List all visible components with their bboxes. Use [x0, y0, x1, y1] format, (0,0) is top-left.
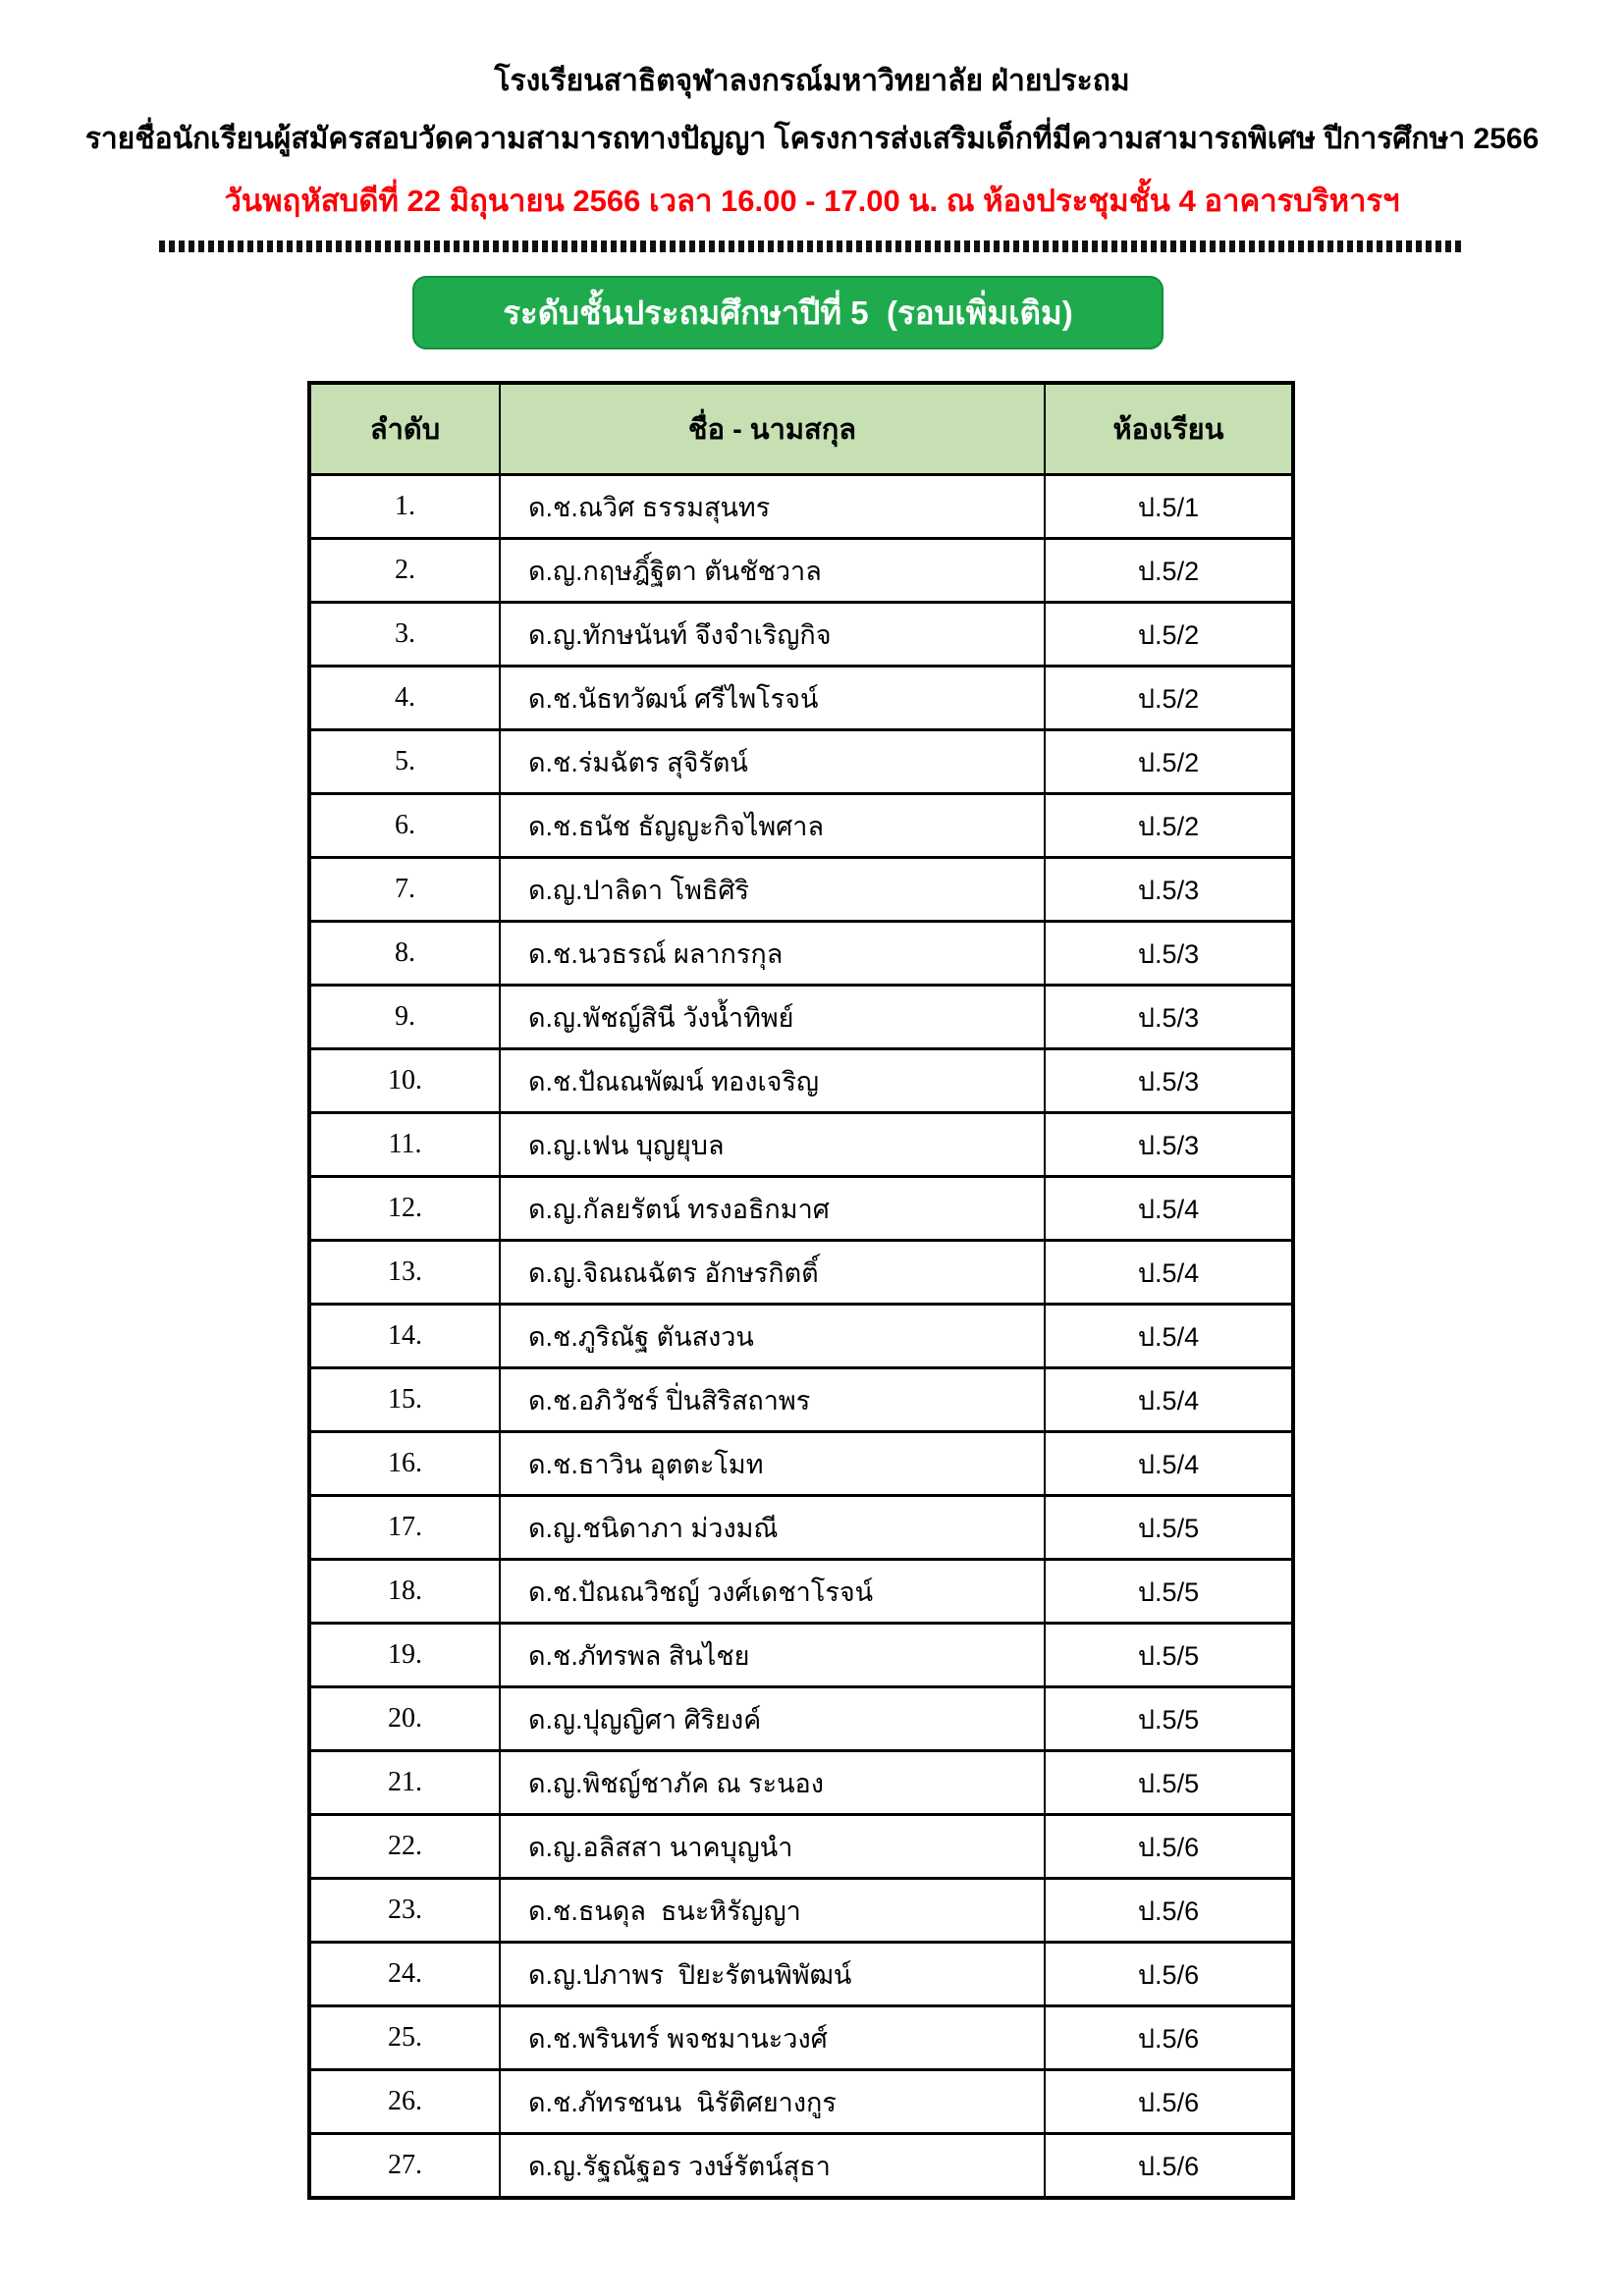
table-row — [309, 922, 1293, 986]
classroom-value: ป.5/5 — [1045, 1560, 1293, 1624]
row-order-number: 2. — [309, 539, 500, 603]
table-row — [309, 1560, 1293, 1624]
student-name: ด.ญ.ปุญญิศา ศิริยงค์ — [500, 1687, 1045, 1751]
grade-level-banner — [412, 276, 1164, 349]
table-row — [309, 1496, 1293, 1560]
classroom-value: ป.5/5 — [1045, 1751, 1293, 1815]
table-row — [309, 858, 1293, 922]
table-row — [309, 1305, 1293, 1368]
row-order-number: 24. — [309, 1943, 500, 2006]
table-row — [309, 2006, 1293, 2070]
dotted-divider — [159, 240, 1465, 252]
table-row — [309, 1943, 1293, 2006]
classroom-value: ป.5/5 — [1045, 1496, 1293, 1560]
table-header-row — [309, 383, 1293, 475]
row-order-number: 15. — [309, 1368, 500, 1432]
school-title: โรงเรียนสาธิตจุฬาลงกรณ์มหาวิทยาลัย ฝ่ายประถม — [494, 65, 1130, 97]
table-row — [309, 1432, 1293, 1496]
row-order-number: 21. — [309, 1751, 500, 1815]
student-name: ด.ช.พรินทร์ พจชมานะวงศ์ — [500, 2006, 1045, 2070]
student-name: ด.ช.นัธทวัฒน์ ศรีไพโรจน์ — [500, 667, 1045, 730]
row-order-number: 25. — [309, 2006, 500, 2070]
table-row — [309, 1751, 1293, 1815]
row-order-number: 16. — [309, 1432, 500, 1496]
classroom-value: ป.5/3 — [1045, 1049, 1293, 1113]
classroom-value: ป.5/1 — [1045, 475, 1293, 539]
student-name: ด.ช.ภัทรพล สินไชย — [500, 1624, 1045, 1687]
row-order-number: 18. — [309, 1560, 500, 1624]
table-row — [309, 539, 1293, 603]
row-order-number: 26. — [309, 2070, 500, 2134]
row-order-number: 1. — [309, 475, 500, 539]
row-order-number: 8. — [309, 922, 500, 986]
student-name: ด.ช.ร่มฉัตร สุจิรัตน์ — [500, 730, 1045, 794]
table-row — [309, 603, 1293, 667]
student-name: ด.ช.ภัทรชนน นิรัติศยางกูร — [500, 2070, 1045, 2134]
classroom-value: ป.5/6 — [1045, 1943, 1293, 2006]
row-order-number: 12. — [309, 1177, 500, 1241]
classroom-value: ป.5/2 — [1045, 667, 1293, 730]
table-row — [309, 1624, 1293, 1687]
classroom-value: ป.5/6 — [1045, 2134, 1293, 2199]
student-name: ด.ช.ปัณณวิชญ์ วงศ์เดชาโรจน์ — [500, 1560, 1045, 1624]
row-order-number: 27. — [309, 2134, 500, 2199]
classroom-value: ป.5/2 — [1045, 603, 1293, 667]
grade-level-label: ระดับชั้นประถมศึกษาปีที่ 5 (รอบเพิ่มเติม) — [503, 294, 1073, 331]
student-name: ด.ญ.กฤษฎิ์ฐิตา ตันชัชวาล — [500, 539, 1045, 603]
column-header-classroom: ห้องเรียน — [1045, 383, 1293, 475]
row-order-number: 3. — [309, 603, 500, 667]
row-order-number: 4. — [309, 667, 500, 730]
classroom-value: ป.5/3 — [1045, 1113, 1293, 1177]
row-order-number: 11. — [309, 1113, 500, 1177]
student-table — [307, 381, 1295, 2200]
student-name: ด.ช.ธาวิน อุตตะโมท — [500, 1432, 1045, 1496]
row-order-number: 20. — [309, 1687, 500, 1751]
classroom-value: ป.5/5 — [1045, 1624, 1293, 1687]
student-name: ด.ญ.อลิสสา นาคบุญนำ — [500, 1815, 1045, 1879]
classroom-value: ป.5/4 — [1045, 1177, 1293, 1241]
table-row — [309, 1879, 1293, 1943]
table-row — [309, 986, 1293, 1049]
row-order-number: 17. — [309, 1496, 500, 1560]
student-name: ด.ช.นวธรณ์ ผลากรกุล — [500, 922, 1045, 986]
student-name: ด.ช.อภิวัชร์ ปิ่นสิริสถาพร — [500, 1368, 1045, 1432]
classroom-value: ป.5/3 — [1045, 922, 1293, 986]
table-row — [309, 1368, 1293, 1432]
row-order-number: 14. — [309, 1305, 500, 1368]
classroom-value: ป.5/3 — [1045, 986, 1293, 1049]
classroom-value: ป.5/4 — [1045, 1241, 1293, 1305]
row-order-number: 9. — [309, 986, 500, 1049]
exam-schedule-text: วันพฤหัสบดีที่ 22 มิถุนายน 2566 เวลา 16.00 - 17.00 น. ณ ห้องประชุมชั้น 4 อาคารบริหารฯ — [224, 184, 1400, 218]
student-name: ด.ญ.รัฐณัฐอร วงษ์รัตน์สุธา — [500, 2134, 1045, 2199]
table-row — [309, 1687, 1293, 1751]
table-row — [309, 1177, 1293, 1241]
table-body — [309, 475, 1293, 2199]
column-header-order: ลำดับ — [309, 383, 500, 475]
classroom-value: ป.5/6 — [1045, 1815, 1293, 1879]
table-row — [309, 667, 1293, 730]
student-name: ด.ญ.เฟน บุญยุบล — [500, 1113, 1045, 1177]
row-order-number: 13. — [309, 1241, 500, 1305]
row-order-number: 5. — [309, 730, 500, 794]
table-row — [309, 1815, 1293, 1879]
student-name: ด.ช.ณวิศ ธรรมสุนทร — [500, 475, 1045, 539]
student-name: ด.ช.ธนัช ธัญญะกิจไพศาล — [500, 794, 1045, 858]
row-order-number: 10. — [309, 1049, 500, 1113]
table-row — [309, 1241, 1293, 1305]
classroom-value: ป.5/6 — [1045, 2070, 1293, 2134]
student-name: ด.ช.ภูริณัฐ ตันสงวน — [500, 1305, 1045, 1368]
row-order-number: 6. — [309, 794, 500, 858]
student-name: ด.ช.ปัณณพัฒน์ ทองเจริญ — [500, 1049, 1045, 1113]
table-row — [309, 475, 1293, 539]
row-order-number: 7. — [309, 858, 500, 922]
classroom-value: ป.5/2 — [1045, 539, 1293, 603]
table-row — [309, 730, 1293, 794]
table-row — [309, 2070, 1293, 2134]
student-name: ด.ช.ธนดุล ธนะหิรัญญา — [500, 1879, 1045, 1943]
row-order-number: 19. — [309, 1624, 500, 1687]
table-row — [309, 1113, 1293, 1177]
student-name: ด.ญ.พิชญ์ชาภัค ณ ระนอง — [500, 1751, 1045, 1815]
student-name: ด.ญ.ชนิดาภา ม่วงมณี — [500, 1496, 1045, 1560]
classroom-value: ป.5/3 — [1045, 858, 1293, 922]
student-name: ด.ญ.ปภาพร ปิยะรัตนพิพัฒน์ — [500, 1943, 1045, 2006]
student-name: ด.ญ.พัชญ์สินี วังน้ำทิพย์ — [500, 986, 1045, 1049]
classroom-value: ป.5/4 — [1045, 1368, 1293, 1432]
row-order-number: 22. — [309, 1815, 500, 1879]
document-subtitle: รายชื่อนักเรียนผู้สมัครสอบวัดความสามารถทางปัญญา โครงการส่งเสริมเด็กที่มีความสามารถพิเศษ ปีการศึกษา 2566 — [84, 122, 1540, 155]
table-row — [309, 794, 1293, 858]
classroom-value: ป.5/5 — [1045, 1687, 1293, 1751]
student-name: ด.ญ.ทักษนันท์ จึงจำเริญกิจ — [500, 603, 1045, 667]
classroom-value: ป.5/6 — [1045, 2006, 1293, 2070]
student-name: ด.ญ.ปาลิดา โพธิศิริ — [500, 858, 1045, 922]
classroom-value: ป.5/6 — [1045, 1879, 1293, 1943]
table-row — [309, 1049, 1293, 1113]
student-name: ด.ญ.กัลยรัตน์ ทรงอธิกมาศ — [500, 1177, 1045, 1241]
table-row — [309, 2134, 1293, 2199]
classroom-value: ป.5/4 — [1045, 1432, 1293, 1496]
row-order-number: 23. — [309, 1879, 500, 1943]
student-name: ด.ญ.จิณณฉัตร อักษรกิตติ์ — [500, 1241, 1045, 1305]
classroom-value: ป.5/4 — [1045, 1305, 1293, 1368]
classroom-value: ป.5/2 — [1045, 794, 1293, 858]
classroom-value: ป.5/2 — [1045, 730, 1293, 794]
column-header-name: ชื่อ - นามสกุล — [500, 383, 1045, 475]
